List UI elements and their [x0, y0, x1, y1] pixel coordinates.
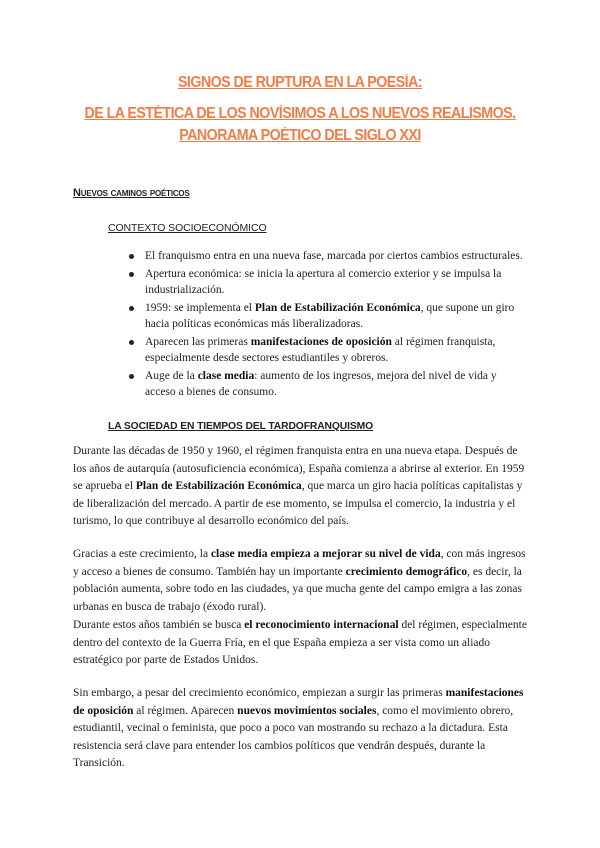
paragraph-1: Durante las décadas de 1950 y 1960, el régimen franquista entra en una nueva etapa. Después de los años de autarquía (autosuficiencia económica), España comienza a abrirse al exterior. En 1959 se aprueba el Plan de Estabilización Económica, que marca un giro hacia políticas capitalistas y de liberalización del mercado. A partir de ese momento, se impulsa el comercio, la industria y el turismo, lo que contribuye al desarrollo económico del país.: [73, 445, 525, 528]
section-heading: Nuevos caminos poéticos: [73, 187, 190, 199]
context-subheading: CONTEXTO SOCIOECONÓMICO: [108, 222, 267, 234]
bullet-item: Auge de la clase media: aumento de los ingresos, mejora del nivel de vida y acceso a bienes de consumo.: [128, 368, 528, 401]
paragraph-2: Gracias a este crecimiento, la clase media empieza a mejorar su nivel de vida, con más ingresos y acceso a bienes de consumo. También hay un importante crecimiento demográfico, es decir, la población aumenta, sobre todo en las ciudades, ya que mucha gente del campo emigra a las zonas urbanas en busca de trabajo (éxodo rural).: [73, 548, 526, 613]
bullet-item: 1959: se implementa el Plan de Estabilización Económica, que supone un giro hacia políticas económicas más liberalizadoras.: [128, 300, 528, 333]
paragraph-4: Sin embargo, a pesar del crecimiento económico, empiezan a surgir las primeras manifestaciones de oposición al régimen. Aparecen nuevos movimientos sociales, como el movimiento obrero, estudiantil, vecinal o feminista, que poco a poco van mostrando su rechazo a la dictadura. Esta resistencia será clave para entender los cambios políticos que vendrán después, durante la Transición.: [73, 687, 524, 770]
bullet-dot-icon: [129, 306, 134, 311]
bullet-dot-icon: [129, 374, 134, 379]
society-subheading: LA SOCIEDAD EN TIEMPOS DEL TARDOFRANQUISMO: [108, 421, 374, 432]
document-title-line-1: SIGNOS DE RUPTURA EN LA POESÍA:: [177, 74, 423, 91]
bullet-item: Apertura económica: se inicia la apertura al comercio exterior y se impulsa la industrialización.: [128, 266, 528, 299]
document-title-line-2: DE LA ESTÉTICA DE LOS NOVÍSIMOS A LOS NUEVOS REALISMOS.: [84, 105, 516, 122]
bullet-item: El franquismo entra en una nueva fase, marcada por ciertos cambios estructurales.: [128, 248, 528, 265]
bullet-dot-icon: [129, 254, 134, 259]
bullet-item: Aparecen las primeras manifestaciones de oposición al régimen franquista, especialmente desde sectores estudiantiles y obreros.: [128, 334, 528, 367]
context-bullet-list: [128, 248, 528, 402]
paragraph-3: Durante estos años también se busca el reconocimiento internacional del régimen, especialmente dentro del contexto de la Guerra Fría, en el que España empieza a ser vista como un aliado estratégico por parte de Estados Unidos.: [73, 619, 527, 667]
bullet-dot-icon: [129, 340, 134, 345]
bullet-dot-icon: [129, 272, 134, 277]
document-title-line-3: PANORAMA POÉTICO DEL SIGLO XXI: [179, 127, 421, 144]
